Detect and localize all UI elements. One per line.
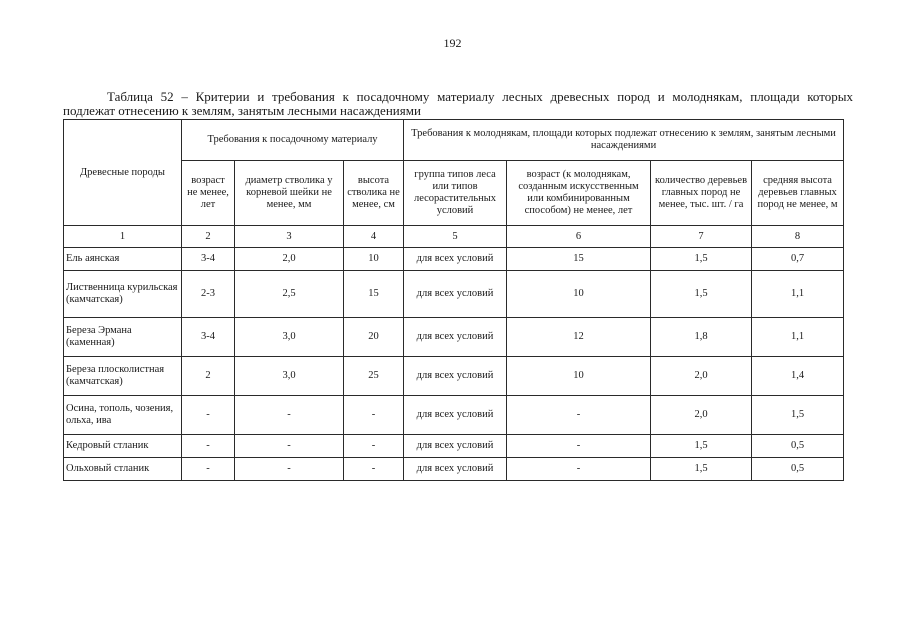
header-young-stands: Требования к молоднякам, площади которых подлежат отнесению к землям, занятым лесными насаждениями — [404, 120, 844, 161]
table-cell: 2,0 — [235, 248, 344, 271]
table-cell: 1,1 — [752, 271, 844, 318]
header-species: Древесные породы — [64, 120, 182, 226]
species-name: Кедровый стланик — [64, 435, 182, 458]
header-tree-count: количество деревьев главных пород не менее, тыс. шт. / га — [651, 161, 752, 226]
header-forest-type: группа типов леса или типов лесорастительных условий — [404, 161, 507, 226]
column-number: 5 — [404, 226, 507, 248]
header-diameter: диаметр стволика у корневой шейки не менее, мм — [235, 161, 344, 226]
page-number: 192 — [443, 36, 462, 50]
table-cell: для всех условий — [404, 357, 507, 396]
header-planting-material: Требования к посадочному материалу — [182, 120, 404, 161]
table-row — [64, 435, 844, 458]
table-cell: 1,5 — [752, 396, 844, 435]
species-name: Береза плосколистная (камчатская) — [64, 357, 182, 396]
column-number: 6 — [507, 226, 651, 248]
table-cell: - — [344, 396, 404, 435]
table-cell: 3-4 — [182, 318, 235, 357]
table-cell: 10 — [507, 357, 651, 396]
caption-line-2: подлежат отнесению к землям, занятым лесными насаждениями — [63, 103, 421, 118]
table-cell: 2,0 — [651, 396, 752, 435]
table-cell: - — [507, 435, 651, 458]
column-number: 4 — [344, 226, 404, 248]
table-row — [64, 396, 844, 435]
table-cell: для всех условий — [404, 248, 507, 271]
table-cell: 20 — [344, 318, 404, 357]
table-cell: - — [507, 458, 651, 481]
table-row — [64, 271, 844, 318]
table-cell: 1,5 — [651, 435, 752, 458]
table-cell: - — [182, 435, 235, 458]
table-cell: 2,0 — [651, 357, 752, 396]
table-cell: 2,5 — [235, 271, 344, 318]
table-cell: 1,5 — [651, 458, 752, 481]
table-row — [64, 318, 844, 357]
table-cell: для всех условий — [404, 458, 507, 481]
table-cell: - — [507, 396, 651, 435]
table-cell: 25 — [344, 357, 404, 396]
table-cell: 3,0 — [235, 318, 344, 357]
table-cell: 1,5 — [651, 271, 752, 318]
table-cell: для всех условий — [404, 318, 507, 357]
table-cell: 3,0 — [235, 357, 344, 396]
table-cell: 10 — [507, 271, 651, 318]
table-cell: - — [235, 458, 344, 481]
table-cell: 2-3 — [182, 271, 235, 318]
table-cell: 10 — [344, 248, 404, 271]
table-row — [64, 357, 844, 396]
table-cell: - — [344, 435, 404, 458]
table-cell: - — [235, 396, 344, 435]
table-cell: 0,7 — [752, 248, 844, 271]
table-row — [64, 248, 844, 271]
header-height: высота стволика не менее, см — [344, 161, 404, 226]
table-cell: 3-4 — [182, 248, 235, 271]
species-name: Ель аянская — [64, 248, 182, 271]
table-cell: - — [344, 458, 404, 481]
species-name: Ольховый стланик — [64, 458, 182, 481]
species-name: Береза Эрмана (каменная) — [64, 318, 182, 357]
table-cell: для всех условий — [404, 271, 507, 318]
criteria-table — [63, 119, 844, 481]
table-cell: - — [182, 396, 235, 435]
column-number: 8 — [752, 226, 844, 248]
header-age: возраст не менее, лет — [182, 161, 235, 226]
table-cell: - — [235, 435, 344, 458]
column-number: 3 — [235, 226, 344, 248]
header-avg-height: средняя высота деревьев главных пород не менее, м — [752, 161, 844, 226]
table-cell: 15 — [344, 271, 404, 318]
caption-line-1: Таблица 52 – Критерии и требования к посадочному материалу лесных древесных пород и молоднякам, площади которых — [107, 89, 853, 104]
table-cell: - — [182, 458, 235, 481]
table-row — [64, 458, 844, 481]
column-number: 7 — [651, 226, 752, 248]
species-name: Лиственница курильская (камчатская) — [64, 271, 182, 318]
table-cell: 1,8 — [651, 318, 752, 357]
table-cell: 15 — [507, 248, 651, 271]
table-cell: 1,4 — [752, 357, 844, 396]
column-number: 1 — [64, 226, 182, 248]
table-cell: для всех условий — [404, 396, 507, 435]
table-cell: 12 — [507, 318, 651, 357]
table-cell: 1,5 — [651, 248, 752, 271]
table-cell: для всех условий — [404, 435, 507, 458]
column-number: 2 — [182, 226, 235, 248]
table-caption — [63, 90, 853, 118]
table-cell: 2 — [182, 357, 235, 396]
table-cell: 1,1 — [752, 318, 844, 357]
header-young-age: возраст (к молоднякам, созданным искусственным или комбинированным способом) не менее, лет — [507, 161, 651, 226]
table-cell: 0,5 — [752, 435, 844, 458]
species-name: Осина, тополь, чозения, ольха, ива — [64, 396, 182, 435]
table-cell: 0,5 — [752, 458, 844, 481]
